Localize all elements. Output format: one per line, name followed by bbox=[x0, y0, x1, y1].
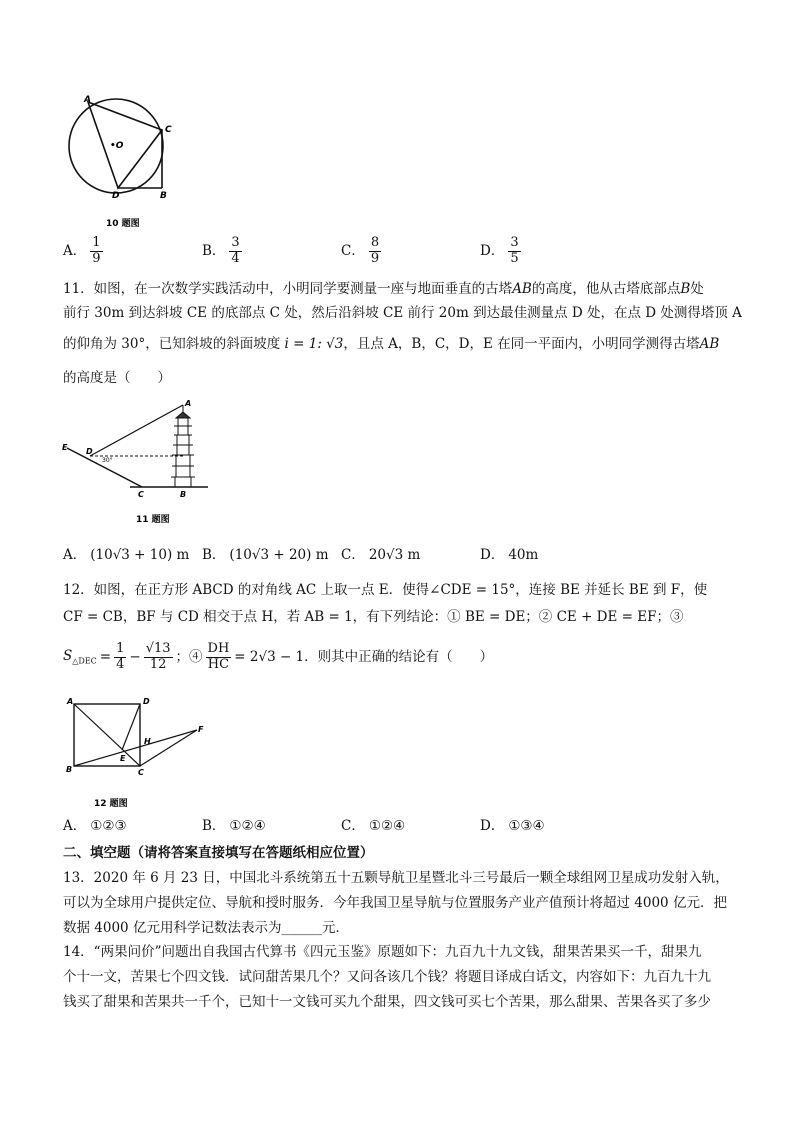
label-D: D bbox=[86, 447, 93, 456]
q12-option-b[interactable]: B． ①②④ bbox=[202, 818, 266, 834]
q11-line-1: 11．如图，在一次数学实践活动中，小明同学要测量一座与地面垂直的古塔AB的高度，他从古塔底部点B处 bbox=[63, 281, 704, 297]
figure-12 bbox=[62, 692, 212, 812]
label-C: C bbox=[138, 768, 144, 777]
figure-11 bbox=[60, 398, 215, 528]
option-letter: C． bbox=[341, 242, 365, 259]
label-A: A bbox=[84, 95, 91, 105]
q12-line-1: 12．如图，在正方形 ABCD 的对角线 AC 上取一点 E．使得∠CDE = 15°，连接 BE 并延长 BE 到 F，使 bbox=[63, 582, 708, 598]
q11-options bbox=[63, 549, 538, 563]
fraction: $\frac{√13}{12}$ bbox=[145, 641, 171, 672]
slope-ce bbox=[67, 448, 142, 487]
segment-cd bbox=[118, 130, 162, 188]
q12-option-a[interactable]: A． ①②③ bbox=[63, 818, 127, 834]
sight-line-da bbox=[90, 405, 183, 456]
fraction: $\frac{3}{4}$ bbox=[231, 235, 240, 266]
label-A: A bbox=[185, 399, 192, 408]
fraction: $\frac{3}{5}$ bbox=[510, 235, 519, 266]
label-D: D bbox=[112, 191, 120, 201]
q14-line-1: 14．“两果问价”问题出自我国古代算书《四元玉鉴》原题如下：九百九十九文钱，甜果苦果买一千，甜果九 bbox=[63, 944, 702, 960]
q12-line-3: $S_{\triangle DEC}$ = $\frac{1}{4}$ − $\frac{√13}{12}$ ；④ $\frac{DH}{HC}$ = 2√3 − 1．则其中正确的结论有（ ） bbox=[63, 641, 494, 672]
label-F: F bbox=[198, 725, 204, 734]
q11-line-2: 前行 30m 到达斜坡 CE 的底部点 C 处，然后沿斜坡 CE 前行 20m 到达最佳测量点 D 处，在点 D 处测得塔顶 A bbox=[63, 305, 742, 321]
label-H: H bbox=[144, 737, 151, 746]
figure-caption: 11 题图 bbox=[136, 515, 170, 525]
q10-options bbox=[63, 236, 521, 267]
angle-label: 30° bbox=[102, 457, 113, 464]
q14-line-2: 个十一文，苦果七个四文钱．试问甜苦果几个？又问各该几个钱？将题目译成白话文，内容如下：九百九十九 bbox=[63, 969, 711, 985]
figure-caption: 12 题图 bbox=[94, 799, 128, 809]
q14-line-3: 钱买了甜果和苦果共一千个，已知十一文钱可买九个甜果，四文钱可买七个苦果，那么甜果、苦果各买了多少 bbox=[63, 994, 711, 1010]
q12-options bbox=[63, 820, 545, 834]
q10-option-c[interactable] bbox=[341, 236, 480, 267]
q11-option-a[interactable]: A． (10√3 + 10) m bbox=[63, 547, 190, 563]
q11-option-d[interactable]: D． 40m bbox=[480, 547, 539, 563]
q12-option-d[interactable]: D． ①③④ bbox=[480, 818, 545, 834]
q13-line-3: 数据 4000 亿元用科学记数法表示为______元． bbox=[63, 920, 349, 936]
q11-line-3: 的仰角为 30°，已知斜坡的斜面坡度 i = 1: √3，且点 A，B，C，D，E 在同一平面内，小明同学测得古塔AB bbox=[63, 336, 720, 352]
figure-10 bbox=[62, 92, 192, 232]
q13-line-1: 13．2020 年 6 月 23 日，中国北斗系统第五十五颗导航卫星暨北斗三号最后一颗全球组网卫星成功发射入轨， bbox=[63, 870, 729, 886]
figure-caption: 10 题图 bbox=[106, 219, 140, 229]
q11-line-4: 的高度是（ ） bbox=[63, 370, 171, 386]
label-B: B bbox=[66, 765, 73, 774]
q12-line-2: CF = CB，BF 与 CD 相交于点 H，若 AB = 1，有下列结论：① BE = DE；② CE + DE = EF；③ bbox=[63, 609, 684, 625]
fraction: $\frac{8}{9}$ bbox=[370, 235, 380, 266]
pagoda bbox=[171, 405, 195, 487]
section-title: 二、填空题（请将答案直接填写在答题纸相应位置） bbox=[63, 845, 374, 861]
label-E: E bbox=[62, 443, 68, 452]
fraction: $\frac{1}{9}$ bbox=[92, 235, 101, 266]
label-E: E bbox=[120, 754, 126, 763]
segment-de bbox=[122, 704, 140, 750]
q10-option-b[interactable] bbox=[202, 236, 341, 267]
q11-option-b[interactable]: B． (10√3 + 20) m bbox=[202, 547, 329, 563]
option-letter: B． bbox=[202, 242, 226, 259]
label-A: A bbox=[67, 697, 74, 706]
option-letter: D． bbox=[480, 242, 505, 259]
q10-option-d[interactable] bbox=[480, 236, 521, 267]
q12-option-c[interactable]: C． ①②④ bbox=[341, 818, 406, 834]
label-B: B bbox=[180, 490, 187, 499]
label-C: C bbox=[138, 490, 144, 499]
q11-option-c[interactable]: C． 20√3 m bbox=[341, 547, 421, 563]
segment-cf bbox=[140, 730, 197, 766]
fraction: $\frac{1}{4}$ bbox=[116, 641, 125, 672]
option-letter: A． bbox=[63, 242, 87, 259]
label-B: B bbox=[160, 191, 167, 201]
label-C: C bbox=[165, 125, 172, 135]
q13-line-2: 可以为全球用户提供定位、导航和授时服务．今年我国卫星导航与位置服务产业产值预计将超过 4000 亿元．把 bbox=[63, 895, 727, 911]
label-O: •O bbox=[110, 141, 124, 151]
fraction: $\frac{DH}{HC}$ bbox=[207, 641, 230, 672]
segment-bf bbox=[74, 730, 197, 766]
label-D: D bbox=[143, 697, 150, 706]
q10-option-a[interactable] bbox=[63, 236, 202, 267]
